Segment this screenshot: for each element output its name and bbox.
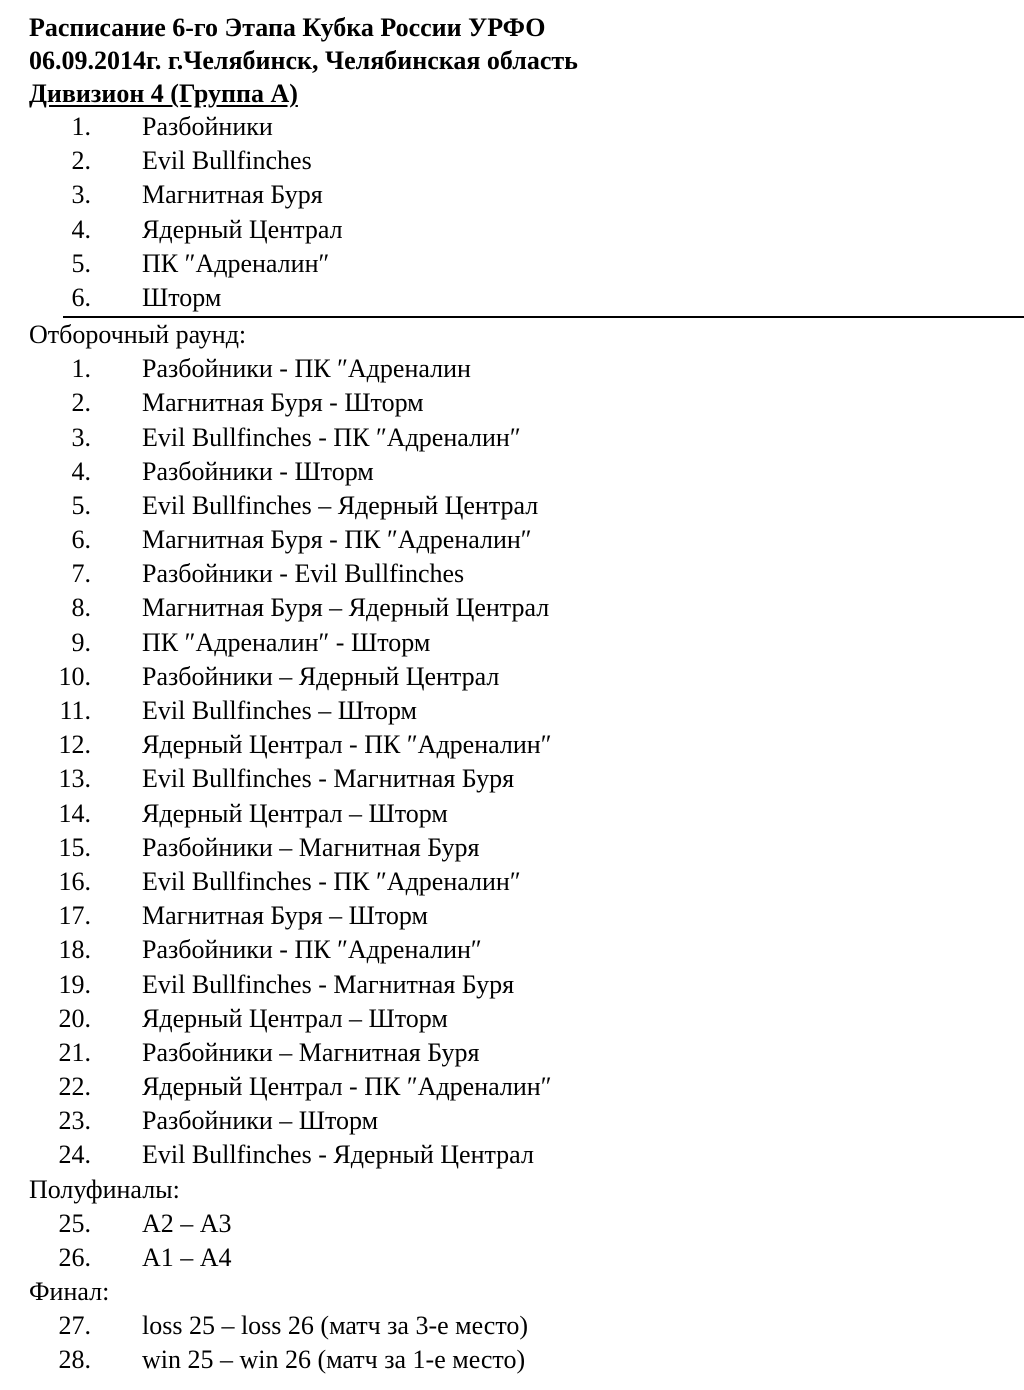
item-text: Разбойники - ПК ″Адреналин″ bbox=[142, 935, 482, 965]
list-item bbox=[29, 523, 1024, 557]
item-text: Evil Bullfinches - ПК ″Адреналин″ bbox=[142, 422, 521, 452]
list-item bbox=[29, 591, 1024, 625]
list-item bbox=[29, 1002, 1024, 1036]
item-number: 6. bbox=[71, 525, 91, 555]
list-item bbox=[29, 831, 1024, 865]
list-item bbox=[29, 489, 1024, 523]
item-number: 19. bbox=[58, 969, 91, 999]
item-text: Evil Bullfinches - Ядерный Централ bbox=[142, 1140, 534, 1170]
final-match-list bbox=[29, 1309, 1024, 1377]
list-item bbox=[29, 865, 1024, 899]
event-date-location: 06.09.2014г. г.Челябинск, Челябинская область bbox=[29, 46, 578, 75]
qualifying-match-list bbox=[29, 352, 1024, 1173]
item-number: 12. bbox=[58, 730, 91, 760]
list-item bbox=[29, 386, 1024, 420]
semifinals-label: Полуфиналы: bbox=[29, 1174, 180, 1204]
list-item bbox=[29, 797, 1024, 831]
list-item bbox=[29, 213, 1024, 247]
list-item bbox=[29, 899, 1024, 933]
list-item bbox=[29, 1070, 1024, 1104]
list-item bbox=[29, 178, 1024, 212]
item-text: Разбойники bbox=[142, 112, 273, 141]
item-text: Ядерный Централ – Шторм bbox=[142, 798, 448, 828]
item-text: А1 – А4 bbox=[142, 1242, 232, 1272]
list-item bbox=[29, 421, 1024, 455]
item-text: Evil Bullfinches – Ядерный Централ bbox=[142, 490, 539, 520]
item-number: 3. bbox=[71, 180, 91, 210]
item-number: 13. bbox=[58, 764, 91, 794]
item-text: Разбойники – Магнитная Буря bbox=[142, 832, 480, 862]
item-text: Магнитная Буря - ПК ″Адреналин″ bbox=[142, 525, 532, 555]
item-number: 3. bbox=[71, 422, 91, 452]
item-text: Ядерный Централ bbox=[142, 214, 343, 244]
list-item bbox=[29, 455, 1024, 489]
item-number: 1. bbox=[71, 112, 91, 141]
list-item bbox=[29, 247, 1024, 281]
list-item bbox=[29, 1309, 1024, 1343]
list-item bbox=[29, 933, 1024, 967]
item-number: 14. bbox=[58, 798, 91, 828]
list-item bbox=[29, 352, 1024, 386]
list-item bbox=[29, 968, 1024, 1002]
item-number: 21. bbox=[58, 1037, 91, 1067]
list-item bbox=[29, 1104, 1024, 1138]
item-text: Evil Bullfinches - Магнитная Буря bbox=[142, 764, 515, 794]
item-number: 22. bbox=[58, 1072, 91, 1102]
item-number: 17. bbox=[58, 901, 91, 931]
list-item bbox=[29, 728, 1024, 762]
list-item bbox=[29, 144, 1024, 178]
item-text: Ядерный Централ – Шторм bbox=[142, 1003, 448, 1033]
list-item bbox=[29, 694, 1024, 728]
item-text: Evil Bullfinches – Шторм bbox=[142, 696, 418, 725]
item-number: 23. bbox=[58, 1106, 91, 1136]
item-number: 24. bbox=[58, 1140, 91, 1170]
item-text: ПК ″Адреналин″ - Шторм bbox=[142, 627, 431, 657]
item-text: Разбойники – Магнитная Буря bbox=[142, 1037, 480, 1067]
final-label: Финал: bbox=[29, 1277, 110, 1306]
list-item bbox=[29, 660, 1024, 694]
item-text: Evil Bullfinches bbox=[142, 146, 312, 176]
item-text: Ядерный Централ - ПК ″Адреналин″ bbox=[142, 1072, 552, 1102]
item-text: Evil Bullfinches - ПК ″Адреналин″ bbox=[142, 866, 521, 896]
item-text: Evil Bullfinches - Магнитная Буря bbox=[142, 969, 515, 999]
item-number: 4. bbox=[71, 456, 91, 486]
item-number: 20. bbox=[58, 1003, 91, 1033]
list-item bbox=[29, 557, 1024, 591]
item-number: 8. bbox=[71, 593, 91, 623]
list-item bbox=[29, 281, 1024, 315]
document-title: Расписание 6-го Этапа Кубка России УРФО bbox=[29, 13, 546, 42]
item-text: Разбойники - Шторм bbox=[142, 456, 374, 486]
item-number: 15. bbox=[58, 832, 91, 862]
list-item bbox=[29, 1343, 1024, 1377]
list-item bbox=[29, 1138, 1024, 1172]
list-item bbox=[29, 110, 1024, 144]
item-text: Разбойники – Шторм bbox=[142, 1106, 379, 1136]
item-number: 25. bbox=[58, 1208, 91, 1238]
item-number: 16. bbox=[58, 866, 91, 896]
item-number: 27. bbox=[58, 1311, 91, 1340]
list-item bbox=[29, 762, 1024, 796]
item-text: Разбойники - Evil Bullfinches bbox=[142, 559, 465, 589]
team-list bbox=[29, 110, 1024, 315]
item-text: win 25 – win 26 (матч за 1-е место) bbox=[142, 1345, 526, 1375]
item-number: 6. bbox=[71, 282, 91, 312]
item-number: 18. bbox=[58, 935, 91, 965]
item-text: ПК ″Адреналин″ bbox=[142, 248, 330, 278]
item-number: 4. bbox=[71, 214, 91, 244]
division-heading: Дивизион 4 (Группа А) bbox=[29, 79, 298, 108]
item-number: 5. bbox=[71, 248, 91, 278]
list-item bbox=[29, 1241, 1024, 1275]
item-number: 1. bbox=[71, 354, 91, 384]
item-text: Магнитная Буря – Шторм bbox=[142, 901, 428, 931]
item-text: Магнитная Буря bbox=[142, 180, 323, 210]
item-text: Магнитная Буря - Шторм bbox=[142, 388, 424, 418]
item-number: 2. bbox=[71, 146, 91, 176]
item-text: Ядерный Централ - ПК ″Адреналин″ bbox=[142, 730, 552, 760]
qualifying-round-label: Отборочный раунд: bbox=[29, 320, 247, 350]
item-number: 7. bbox=[71, 559, 91, 589]
item-text: А2 – А3 bbox=[142, 1208, 232, 1238]
item-number: 2. bbox=[71, 388, 91, 418]
item-text: Магнитная Буря – Ядерный Централ bbox=[142, 593, 550, 623]
item-number: 5. bbox=[71, 490, 91, 520]
item-number: 11. bbox=[59, 696, 91, 725]
item-text: Шторм bbox=[142, 282, 222, 312]
item-number: 10. bbox=[58, 661, 91, 691]
item-number: 28. bbox=[58, 1345, 91, 1375]
item-text: loss 25 – loss 26 (матч за 3-е место) bbox=[142, 1311, 529, 1340]
item-number: 9. bbox=[71, 627, 91, 657]
schedule-document bbox=[29, 11, 1024, 1377]
list-item bbox=[29, 626, 1024, 660]
semifinal-match-list bbox=[29, 1207, 1024, 1275]
list-item bbox=[29, 1207, 1024, 1241]
item-text: Разбойники – Ядерный Централ bbox=[142, 661, 500, 691]
item-number: 26. bbox=[58, 1242, 91, 1272]
item-text: Разбойники - ПК ″Адреналин bbox=[142, 354, 471, 384]
list-item bbox=[29, 1036, 1024, 1070]
